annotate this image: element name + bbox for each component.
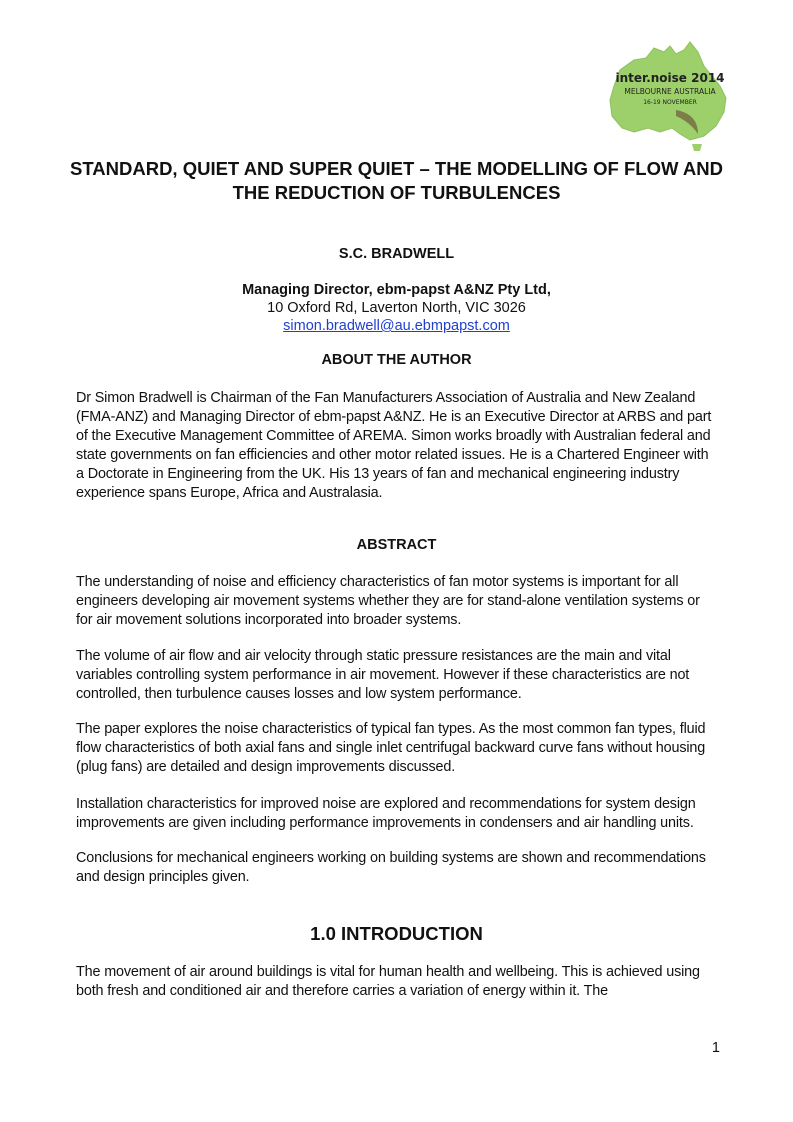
introduction-text: The movement of air around buildings is vital for human health and wellbeing. This is achieved using both fresh and conditioned air and therefore carries a variation of energy within it. The	[76, 964, 700, 999]
tasmania-shape	[692, 144, 702, 151]
logo-line3: 16-19 NOVEMBER	[643, 99, 697, 106]
abstract-paragraph: The paper explores the noise characteristics of typical fan types. As the most common fan types, fluid flow characteristics of both axial fans and single inlet centrifugal backward curve fans without housing (plug fans) are detailed and design improvements discussed.	[76, 721, 706, 775]
logo-line1: inter.noise 2014	[615, 71, 725, 85]
conference-logo	[606, 40, 734, 152]
abstract-paragraph: The understanding of noise and efficiency characteristics of fan motor systems is important for all engineers developing air movement systems whether they are for stand-alone ventilation systems or for air movement solutions incorporated into broader systems.	[76, 574, 700, 628]
paper-title: STANDARD, QUIET AND SUPER QUIET – THE MODELLING OF FLOW AND THE REDUCTION OF TURBULENCES	[70, 158, 723, 203]
author-name: S.C. BRADWELL	[338, 246, 455, 262]
abstract-paragraph: Conclusions for mechanical engineers working on building systems are shown and recommendations and design principles given.	[76, 850, 706, 885]
australia-map-icon	[606, 40, 734, 152]
page-number: 1	[711, 1040, 720, 1056]
author-email-link[interactable]: simon.bradwell@au.ebmpapst.com	[283, 318, 510, 334]
affiliation-title: Managing Director, ebm-papst A&NZ Pty Ltd,	[242, 282, 551, 298]
affiliation-address: 10 Oxford Rd, Laverton North, VIC 3026	[267, 300, 526, 316]
about-author-heading: ABOUT THE AUTHOR	[321, 352, 472, 368]
about-author-text: Dr Simon Bradwell is Chairman of the Fan Manufacturers Association of Australia and New Zealand (FMA-ANZ) and Managing Director of ebm-papst A&NZ. He is an Executive Director at ARBS and part of the Executive Management Committee of AREMA. Simon works broadly with Australian federal and state governments on fan efficiencies and other motor related issues. He is a Chartered Engineer with a Doctorate in Engineering from the UK. His 13 years of fan and mechanical engineering industry experience spans Europe, Africa and Australasia.	[76, 390, 712, 501]
logo-line2: MELBOURNE AUSTRALIA	[624, 87, 716, 96]
abstract-heading: ABSTRACT	[356, 537, 437, 553]
introduction-heading: 1.0 INTRODUCTION	[310, 923, 483, 944]
abstract-paragraph: The volume of air flow and air velocity through static pressure resistances are the main and vital variables controlling system performance in air movement. However if these characteristics are not controlled, then turbulence causes losses and low system performance.	[76, 648, 690, 702]
abstract-paragraph: Installation characteristics for improved noise are explored and recommendations for system design improvements are given including performance improvements in condensers and air handling units.	[76, 796, 696, 831]
